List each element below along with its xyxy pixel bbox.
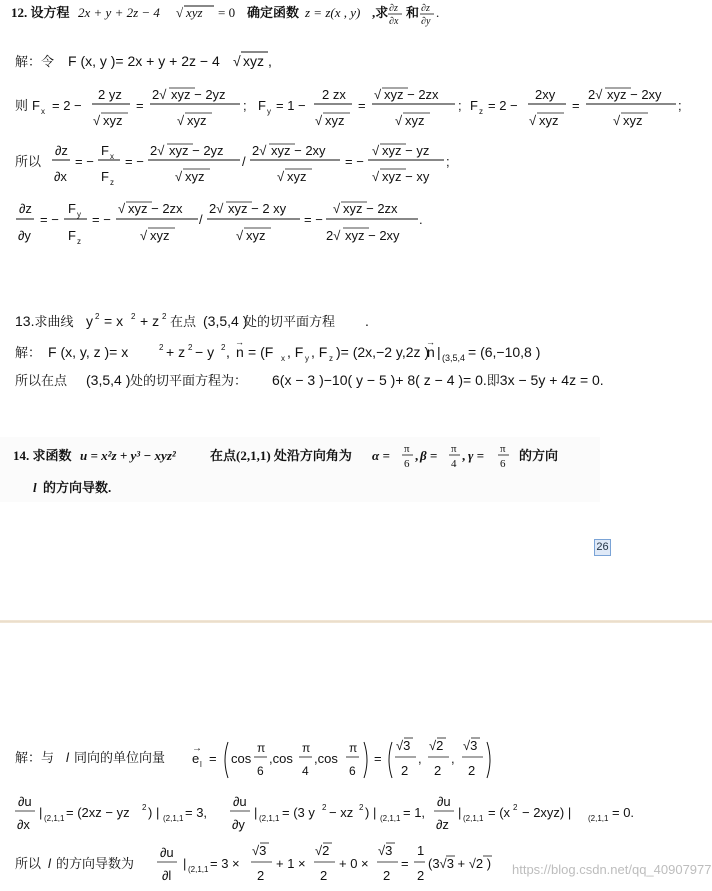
svg-text:(2,1,1: (2,1,1 — [44, 814, 65, 823]
svg-text:2x + y + 2z − 4: 2x + y + 2z − 4 — [78, 5, 160, 20]
svg-text:2√: 2√ — [326, 228, 341, 243]
svg-text:,: , — [451, 751, 455, 766]
svg-text:F (x, y )= 2x + y + 2z − 4: F (x, y )= 2x + y + 2z − 4 — [68, 53, 220, 69]
svg-text:解：与: 解：与 — [15, 751, 55, 766]
svg-text:= 1,: = 1, — [403, 805, 426, 820]
svg-text:√: √ — [529, 113, 537, 128]
svg-text:∂z: ∂z — [389, 3, 398, 14]
svg-text:+ z: + z — [140, 313, 160, 329]
svg-text:cos: cos — [231, 751, 252, 766]
svg-text:∂z: ∂z — [436, 817, 449, 832]
page-separator — [0, 620, 712, 623]
svg-text:2: 2 — [131, 312, 136, 321]
svg-text:xyz: xyz — [185, 169, 205, 184]
svg-text:)= (2x,−2 y,2z ): )= (2x,−2 y,2z ) — [336, 344, 430, 360]
svg-text:=: = — [572, 98, 580, 113]
svg-text:x: x — [41, 107, 45, 116]
svg-text:=: = — [209, 751, 217, 766]
svg-text:l: l — [66, 750, 69, 765]
svg-text:√: √ — [177, 113, 185, 128]
svg-text:√: √ — [315, 113, 323, 128]
svg-text:=: = — [136, 98, 144, 113]
svg-text:xyz − xy: xyz − xy — [382, 169, 430, 184]
svg-text:xyz − 2zx: xyz − 2zx — [384, 87, 439, 102]
svg-text:xyz: xyz — [243, 53, 264, 69]
svg-text:|: | — [437, 344, 441, 360]
svg-text:√: √ — [236, 228, 244, 243]
svg-text:13.求曲线: 13.求曲线 — [15, 313, 74, 330]
svg-text:和: 和 — [406, 5, 420, 20]
svg-text:6: 6 — [404, 458, 410, 470]
svg-text:√: √ — [374, 87, 382, 102]
svg-text:2√: 2√ — [588, 87, 603, 102]
svg-text:xyz: xyz — [103, 113, 123, 128]
svg-text:,: , — [462, 448, 466, 463]
svg-text:→: → — [426, 337, 435, 347]
svg-text:2√: 2√ — [152, 87, 167, 102]
svg-text:∂x: ∂x — [17, 817, 30, 832]
svg-text:l: l — [200, 760, 202, 769]
svg-text:∂x: ∂x — [54, 169, 67, 184]
svg-text:4: 4 — [302, 764, 309, 778]
svg-text:→: → — [192, 743, 202, 754]
svg-text:= x: = x — [104, 313, 124, 329]
svg-text:π: π — [500, 443, 506, 455]
svg-text:∂y: ∂y — [232, 817, 245, 832]
svg-text:(2,1,1: (2,1,1 — [588, 814, 609, 823]
svg-text:2: 2 — [221, 343, 226, 352]
svg-text:xyz: xyz — [325, 113, 345, 128]
svg-text:√: √ — [395, 113, 403, 128]
svg-text:;: ; — [446, 154, 450, 169]
svg-text:∂l: ∂l — [162, 868, 172, 883]
svg-text:2: 2 — [320, 868, 328, 883]
svg-text:xyz − 2yz: xyz − 2yz — [169, 143, 224, 158]
svg-text:√: √ — [277, 169, 285, 184]
svg-text:2: 2 — [95, 312, 100, 321]
svg-text:+ z: + z — [166, 344, 186, 360]
svg-text:,: , — [418, 751, 422, 766]
svg-text:√: √ — [372, 169, 380, 184]
svg-text:l: l — [33, 480, 37, 495]
problem-13-math — [0, 300, 712, 400]
svg-text:4: 4 — [451, 458, 457, 470]
svg-text:, F: , F — [287, 344, 304, 360]
svg-text:e: e — [192, 751, 200, 766]
svg-text:= (2xz − yz: = (2xz − yz — [66, 805, 130, 820]
svg-text:∂z: ∂z — [421, 3, 430, 14]
svg-text:= 0: = 0 — [218, 5, 236, 20]
svg-text:的方向导数为: 的方向导数为 — [56, 857, 135, 872]
svg-text:(2,1,1: (2,1,1 — [463, 814, 484, 823]
svg-text:F: F — [68, 228, 76, 243]
svg-text:xyz: xyz — [539, 113, 559, 128]
svg-text:z = z(x , y): z = z(x , y) — [305, 5, 361, 20]
svg-text:2 zx: 2 zx — [322, 87, 346, 102]
svg-text:解：: 解： — [15, 346, 42, 361]
svg-text:= −: = − — [304, 212, 323, 227]
svg-text:β =: β = — [420, 448, 438, 463]
svg-text:xyz: xyz — [623, 113, 643, 128]
svg-text:xyz: xyz — [187, 113, 207, 128]
svg-text:→: → — [235, 337, 244, 347]
svg-text:, F: , F — [311, 344, 328, 360]
svg-text:;: ; — [243, 98, 247, 113]
svg-text:∂x: ∂x — [389, 16, 399, 27]
svg-text:2√: 2√ — [150, 143, 165, 158]
svg-text:− 2xyz) |: − 2xyz) | — [522, 805, 572, 820]
svg-text:x: x — [281, 354, 285, 363]
svg-text:∂y: ∂y — [18, 228, 31, 243]
svg-text:= 2 −: = 2 − — [52, 98, 82, 113]
svg-text:2 yz: 2 yz — [98, 87, 122, 102]
svg-text:α =: α = — [372, 448, 390, 463]
svg-text:√2: √2 — [429, 738, 444, 753]
svg-text:√3: √3 — [463, 738, 478, 753]
svg-text:(2,1,1: (2,1,1 — [188, 865, 209, 874]
svg-text:∂u: ∂u — [160, 845, 174, 860]
svg-text:− xz: − xz — [329, 805, 354, 820]
svg-text:π: π — [451, 443, 457, 455]
svg-text:,: , — [226, 344, 230, 360]
svg-text:(3,5,4: (3,5,4 — [442, 353, 466, 363]
svg-text:|: | — [39, 805, 43, 820]
svg-text:xyz − 2xy: xyz − 2xy — [271, 143, 326, 158]
svg-text:z: z — [479, 107, 483, 116]
svg-text:l: l — [48, 856, 51, 871]
svg-text:2: 2 — [468, 763, 476, 778]
svg-text:√3: √3 — [378, 843, 393, 858]
svg-text:/: / — [242, 154, 246, 169]
svg-text:2: 2 — [513, 803, 518, 812]
svg-text:1: 1 — [417, 843, 425, 858]
svg-text:=: = — [358, 98, 366, 113]
svg-text:xyz: xyz — [287, 169, 307, 184]
svg-text:xyz: xyz — [150, 228, 170, 243]
svg-text:2: 2 — [257, 868, 265, 883]
svg-text:= 3 ×: = 3 × — [210, 856, 240, 871]
svg-text:= 3,: = 3, — [185, 805, 208, 820]
svg-text:(3,5,4 ): (3,5,4 ) — [86, 372, 131, 388]
svg-text:z: z — [77, 237, 81, 246]
svg-text:√3: √3 — [396, 738, 411, 753]
svg-text:(2,1,1: (2,1,1 — [380, 814, 401, 823]
svg-text:= (6,−10,8 ): = (6,−10,8 ) — [468, 344, 541, 360]
svg-text:2: 2 — [401, 763, 409, 778]
svg-text:的方向: 的方向 — [519, 448, 559, 463]
svg-text:6(x − 3 )−10( y − 5 )+ 8( z −: 6(x − 3 )−10( y − 5 )+ 8( z − 4 )= 0.即3x − 5y + 4z = 0. — [272, 372, 604, 389]
svg-text:xyz: xyz — [405, 113, 425, 128]
svg-text:y: y — [77, 210, 81, 219]
svg-text:,: , — [415, 448, 419, 463]
svg-text:处的切平面方程为：: 处的切平面方程为： — [130, 374, 248, 389]
page-number: 26 — [594, 539, 611, 556]
svg-text:=: = — [401, 856, 409, 871]
svg-text:y: y — [305, 354, 309, 363]
svg-text:√: √ — [372, 143, 380, 158]
svg-text:π: π — [302, 741, 311, 755]
svg-text:n: n — [427, 344, 435, 360]
svg-text:(3√3 + √2 ): (3√3 + √2 ) — [428, 856, 492, 871]
svg-text:14. 求函数: 14. 求函数 — [13, 448, 72, 463]
svg-text:F: F — [470, 98, 478, 113]
problem-14-statement-math — [0, 437, 600, 502]
svg-text:6: 6 — [349, 764, 356, 778]
svg-text:|: | — [254, 805, 258, 820]
svg-text:√: √ — [613, 113, 621, 128]
svg-text:xyz − 2 xy: xyz − 2 xy — [228, 201, 287, 216]
svg-text:解：令: 解：令 — [15, 55, 55, 70]
svg-text:处的切平面方程: 处的切平面方程 — [244, 315, 336, 330]
svg-text:xyz − 2yz: xyz − 2yz — [171, 87, 226, 102]
svg-text:n: n — [236, 344, 244, 360]
svg-text:F: F — [32, 98, 40, 113]
svg-text:,cos: ,cos — [314, 751, 338, 766]
svg-text:同向的单位向量: 同向的单位向量 — [74, 751, 166, 766]
svg-text:2√: 2√ — [209, 201, 224, 216]
svg-text:x: x — [110, 152, 114, 161]
svg-text:= (3 y: = (3 y — [282, 805, 315, 820]
svg-text:γ =: γ = — [468, 448, 485, 463]
svg-text:确定函数: 确定函数 — [247, 5, 300, 20]
svg-text:= −: = − — [75, 154, 94, 169]
svg-text:xyz − yz: xyz − yz — [382, 143, 430, 158]
svg-text:∂u: ∂u — [233, 794, 247, 809]
svg-text:√2: √2 — [315, 843, 330, 858]
svg-text:;: ; — [678, 98, 682, 113]
svg-text:z: z — [329, 354, 333, 363]
svg-text:√: √ — [140, 228, 148, 243]
svg-text:2: 2 — [322, 803, 327, 812]
svg-text:6: 6 — [500, 458, 506, 470]
svg-text:2: 2 — [359, 803, 364, 812]
svg-text:√: √ — [175, 169, 183, 184]
svg-text:√: √ — [118, 201, 126, 216]
svg-text:所以在点: 所以在点 — [15, 374, 68, 389]
svg-text:∂z: ∂z — [19, 201, 32, 216]
svg-text:= 2 −: = 2 − — [488, 98, 518, 113]
problem-12-math — [0, 0, 712, 260]
svg-text:= 0.: = 0. — [612, 805, 635, 820]
svg-text:) |: ) | — [365, 805, 377, 820]
svg-text:π: π — [349, 741, 358, 755]
svg-text:− y: − y — [195, 344, 215, 360]
svg-text:(2,1,1: (2,1,1 — [259, 814, 280, 823]
svg-text:2: 2 — [417, 868, 425, 883]
svg-text:F: F — [68, 201, 76, 216]
svg-text:的方向导数.: 的方向导数. — [43, 480, 112, 495]
svg-text:+ 0 ×: + 0 × — [339, 856, 369, 871]
svg-text:xyz − 2zx: xyz − 2zx — [343, 201, 398, 216]
svg-text:2: 2 — [188, 343, 193, 352]
svg-text:,: , — [268, 53, 272, 69]
svg-text:.: . — [419, 212, 423, 227]
svg-text:= 1 −: = 1 − — [276, 98, 306, 113]
svg-text:;: ; — [458, 98, 462, 113]
watermark: https://blog.csdn.net/qq_40907977 — [512, 862, 712, 877]
svg-text:=: = — [374, 751, 382, 766]
svg-text:∂z: ∂z — [55, 143, 68, 158]
svg-text:√: √ — [93, 113, 101, 128]
svg-text:∂u: ∂u — [437, 794, 451, 809]
svg-text:F: F — [101, 143, 109, 158]
svg-text:∂u: ∂u — [18, 794, 32, 809]
svg-text:F (x, y, z )= x: F (x, y, z )= x — [48, 344, 129, 360]
svg-text:所以: 所以 — [15, 857, 42, 872]
svg-text:+ 1 ×: + 1 × — [276, 856, 306, 871]
svg-text:F: F — [101, 169, 109, 184]
svg-text:.: . — [365, 313, 369, 329]
svg-text:y: y — [267, 107, 271, 116]
svg-text:2: 2 — [383, 868, 391, 883]
svg-text:= −: = − — [345, 154, 364, 169]
svg-text:,cos: ,cos — [269, 751, 293, 766]
svg-text:(3,5,4 ): (3,5,4 ) — [203, 313, 248, 329]
svg-text:则: 则 — [15, 99, 29, 114]
svg-text:π: π — [257, 741, 266, 755]
svg-text:π: π — [404, 443, 410, 455]
svg-text:2: 2 — [159, 343, 164, 352]
svg-text:√: √ — [176, 5, 184, 20]
svg-text:2xy: 2xy — [535, 87, 556, 102]
svg-text:= −: = − — [92, 212, 111, 227]
svg-text:在点: 在点 — [170, 315, 197, 330]
svg-text:= −: = − — [125, 154, 144, 169]
svg-text:,求: ,求 — [372, 5, 389, 20]
svg-text:xyz: xyz — [246, 228, 266, 243]
svg-text:|: | — [183, 856, 187, 871]
svg-text:|: | — [458, 805, 462, 820]
svg-text:2: 2 — [142, 803, 147, 812]
svg-text:= (F: = (F — [248, 344, 274, 360]
svg-text:√: √ — [333, 201, 341, 216]
svg-text:所以: 所以 — [15, 155, 42, 170]
svg-text:√3: √3 — [252, 843, 267, 858]
svg-text:/: / — [199, 212, 203, 227]
svg-text:= (x: = (x — [488, 805, 511, 820]
svg-text:2√: 2√ — [252, 143, 267, 158]
svg-text:) |: ) | — [148, 805, 160, 820]
svg-text:xyz − 2xy: xyz − 2xy — [607, 87, 662, 102]
svg-text:在点(2,1,1) 处沿方向角为: 在点(2,1,1) 处沿方向角为 — [210, 448, 352, 463]
svg-text:2: 2 — [162, 312, 167, 321]
svg-text:xyz − 2zx: xyz − 2zx — [128, 201, 183, 216]
svg-text:xyz: xyz — [186, 5, 203, 20]
svg-text:xyz − 2xy: xyz − 2xy — [345, 228, 400, 243]
svg-text:z: z — [110, 178, 114, 187]
svg-text:= −: = − — [40, 212, 59, 227]
svg-text:6: 6 — [257, 764, 264, 778]
svg-text:.: . — [436, 5, 440, 20]
svg-text:F: F — [258, 98, 266, 113]
svg-text:(2,1,1: (2,1,1 — [163, 814, 184, 823]
svg-text:12. 设方程: 12. 设方程 — [11, 5, 70, 20]
svg-text:√: √ — [233, 53, 241, 69]
svg-text:∂y: ∂y — [421, 16, 431, 27]
svg-text:2: 2 — [434, 763, 442, 778]
svg-text:u = x²z + y³ − xyz²: u = x²z + y³ − xyz² — [80, 448, 176, 463]
svg-text:y: y — [86, 313, 93, 329]
